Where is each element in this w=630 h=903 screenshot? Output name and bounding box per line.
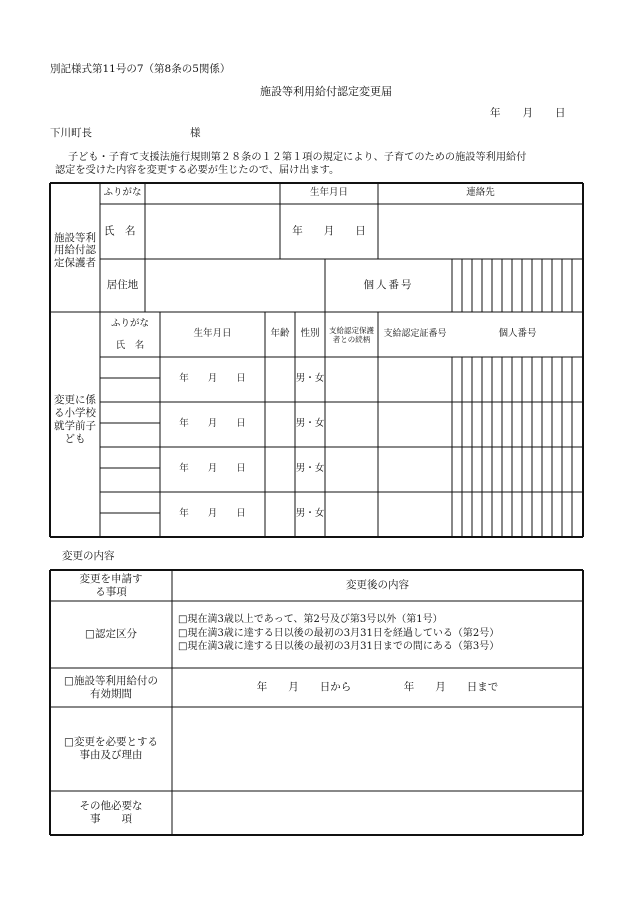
child-row-4-birthdate: 年 月 日 xyxy=(179,508,246,520)
child-row-1-sex: 男・女 xyxy=(295,373,325,385)
children-birthdate-header: 生年月日 xyxy=(193,328,232,340)
child-row-2-sex: 男・女 xyxy=(295,418,325,430)
date-year: 年 xyxy=(490,107,501,119)
guardian-contact-header: 連絡先 xyxy=(466,187,495,199)
cert-option-3[interactable]: □現在満3歳に達する日以後の最初の3月31日までの間にある（第3号） xyxy=(178,641,500,652)
children-cert-number-header: 支給認定証番号 xyxy=(383,329,447,340)
child-row-3-sex: 男・女 xyxy=(295,463,325,475)
other-label: その他必要な事 項 xyxy=(79,800,143,825)
children-section-label: 変更に係る小学校就学前子ども xyxy=(54,393,96,446)
addressee: 下川町長 xyxy=(50,127,92,139)
guardian-section-label: 施設等利用給付認定保護者 xyxy=(54,231,96,269)
form-title: 施設等利用給付認定変更届 xyxy=(260,85,392,98)
child-row-1-birthdate: 年 月 日 xyxy=(179,373,246,385)
cert-category-label: □認定区分 xyxy=(85,628,137,641)
guardian-address-label: 居住地 xyxy=(106,279,139,292)
guardian-furigana-label: ふりがな xyxy=(103,187,142,199)
children-sex-header: 性別 xyxy=(300,328,320,340)
date-month: 月 xyxy=(522,107,533,119)
guardian-name-label: 氏 名 xyxy=(104,225,136,238)
cert-option-2[interactable]: □現在満3歳に達する日以後の最初の3月31日を経過している（第2号） xyxy=(178,627,500,639)
cert-category-options xyxy=(178,612,499,655)
form-reference: 別記様式第11号の7（第8条の5関係） xyxy=(50,63,231,75)
period-label: □施設等利用給付の有効期間 xyxy=(64,675,158,700)
addressee-suffix: 様 xyxy=(190,127,201,139)
period-value: 年 月 日から 年 月 日まで xyxy=(256,681,499,694)
child-row-3-birthdate: 年 月 日 xyxy=(179,463,246,475)
guardian-id-number-label: 個人番号 xyxy=(363,279,414,292)
intro-line-2: 認定を受けた内容を変更する必要が生じたので、届け出ます。 xyxy=(55,165,340,176)
children-age-header: 年齢 xyxy=(270,328,290,340)
children-id-number-header: 個人番号 xyxy=(498,328,537,340)
children-relation-header: 支給認定保護者との続柄 xyxy=(329,325,374,344)
reason-label: □変更を必要とする事由及び理由 xyxy=(64,736,158,761)
date-line xyxy=(490,108,566,119)
guardian-birthdate-value: 年 月 日 xyxy=(292,225,366,238)
children-furigana-label: ふりがな xyxy=(110,317,149,329)
guardian-birthdate-header: 生年月日 xyxy=(309,187,348,199)
changes-heading: 変更の内容 xyxy=(62,550,115,562)
intro-line-1: 子ども・子育て支援法施行規則第２８条の１２第１項の規定により、子育てのための施設等利用給付 xyxy=(68,152,527,163)
changes-content-header: 変更後の内容 xyxy=(346,579,409,592)
children-name-label: 氏 名 xyxy=(115,339,145,351)
date-day: 日 xyxy=(555,107,566,119)
changes-item-header: 変更を申請する事項 xyxy=(79,573,143,598)
child-row-2-birthdate: 年 月 日 xyxy=(179,418,246,430)
cert-option-1[interactable]: □現在満3歳以上であって、第2号及び第3号以外（第1号） xyxy=(178,614,443,625)
child-row-4-sex: 男・女 xyxy=(295,508,325,520)
